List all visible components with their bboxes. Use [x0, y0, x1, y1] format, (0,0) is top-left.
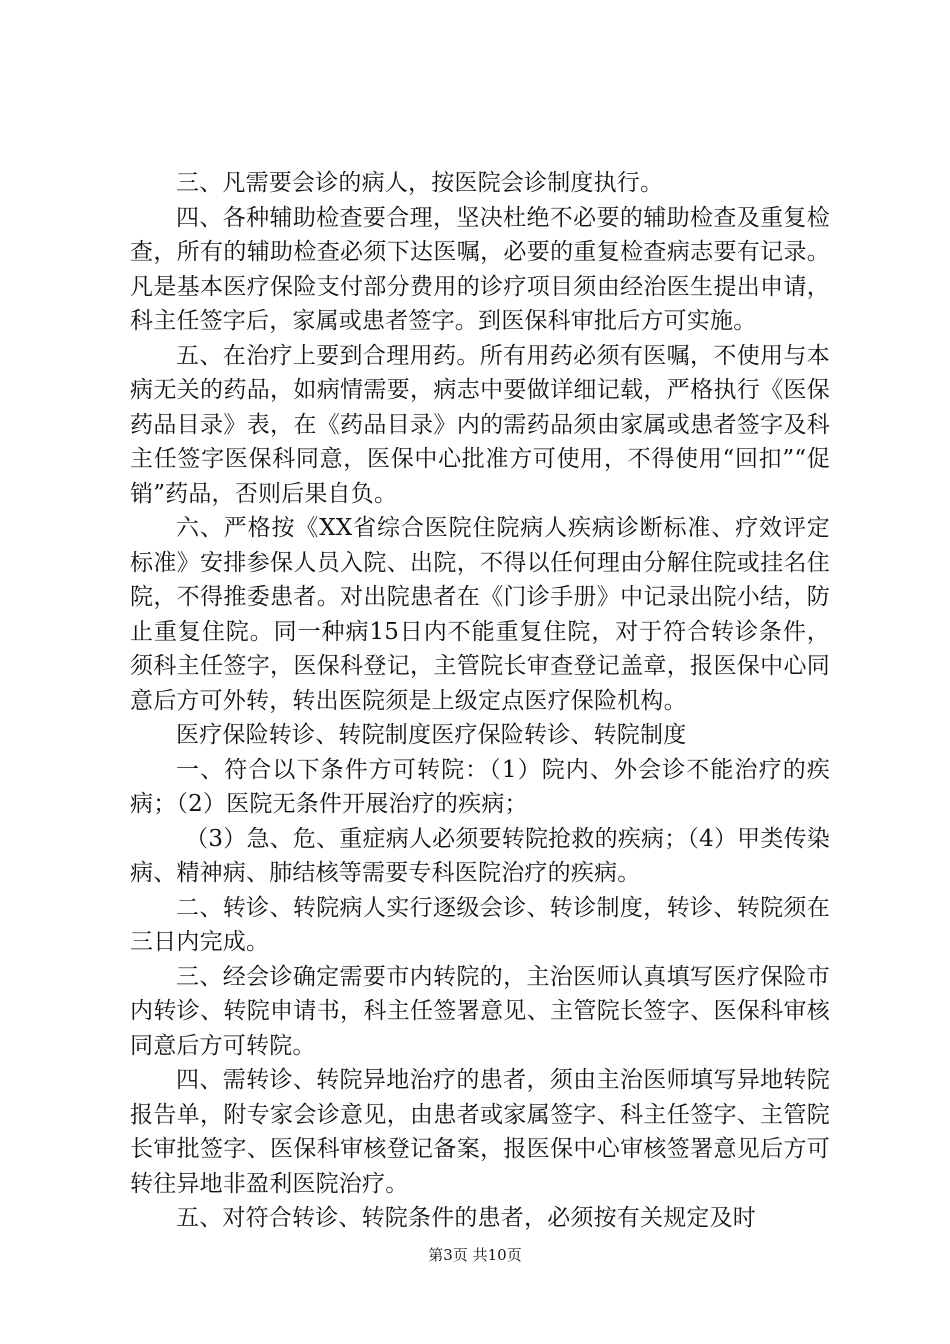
paragraph-2: 四、各种辅助检查要合理，坚决杜绝不必要的辅助检查及重复检查，所有的辅助检查必须下达医嘱，必要的重复检查病志要有记录。凡是基本医疗保险支付部分费用的诊疗项目须由经治医生提出申请，科主任签字后，家属或患者签字。到医保科审批后方可实施。 — [130, 204, 830, 334]
page-footer: 第3页 共10页 — [428, 1246, 522, 1264]
paragraph-8: 三、经会诊确定需要市内转院的，主治医师认真填写医疗保险市内转诊、转院申请书，科主任签署意见、主管院长签字、医保科审核同意后方可转院。 — [130, 963, 830, 1059]
paragraph-7: 二、转诊、转院病人实行逐级会诊、转诊制度，转诊、转院须在三日内完成。 — [130, 894, 830, 955]
section-heading: 医疗保险转诊、转院制度医疗保险转诊、转院制度 — [176, 722, 687, 748]
paragraph-3: 五、在治疗上要到合理用药。所有用药必须有医嘱，不使用与本病无关的药品，如病情需要，病志中要做详细记载，严格执行《医保药品目录》表，在《药品目录》内的需药品须由家属或患者签字及科主任签字医保科同意，医保中心批准方可使用，不得使用“回扣”“促销”药品，否则后果自负。 — [130, 342, 830, 507]
paragraph-1: 三、凡需要会诊的病人，按医院会诊制度执行。 — [176, 170, 664, 196]
paragraph-6: （3）急、危、重症病人必须要转院抢救的疾病；（4）甲类传染病、精神病、肺结核等需要专科医院治疗的疾病。 — [130, 825, 830, 886]
paragraph-10: 五、对符合转诊、转院条件的患者，必须按有关规定及时 — [176, 1205, 756, 1231]
paragraph-4: 六、严格按《XX省综合医院住院病人疾病诊断标准、疗效评定标准》安排参保人员入院、出院，不得以任何理由分解住院或挂名住院，不得推委患者。对出院患者在《门诊手册》中记录出院小结，防止重复住院。同一种病15日内不能重复住院，对于符合转诊条件，须科主任签字，医保科登记，主管院长审查登记盖章，报医保中心同意后方可外转，转出医院须是上级定点医疗保险机构。 — [130, 515, 830, 714]
document-body — [130, 166, 830, 1236]
paragraph-9: 四、需转诊、转院异地治疗的患者，须由主治医师填写异地转院报告单，附专家会诊意见，由患者或家属签字、科主任签字、主管院长审批签字、医保科审核登记备案，报医保中心审核签署意见后方可转往异地非盈利医院治疗。 — [130, 1067, 830, 1197]
paragraph-5: 一、符合以下条件方可转院：（1）院内、外会诊不能治疗的疾病；（2）医院无条件开展治疗的疾病； — [130, 756, 830, 817]
